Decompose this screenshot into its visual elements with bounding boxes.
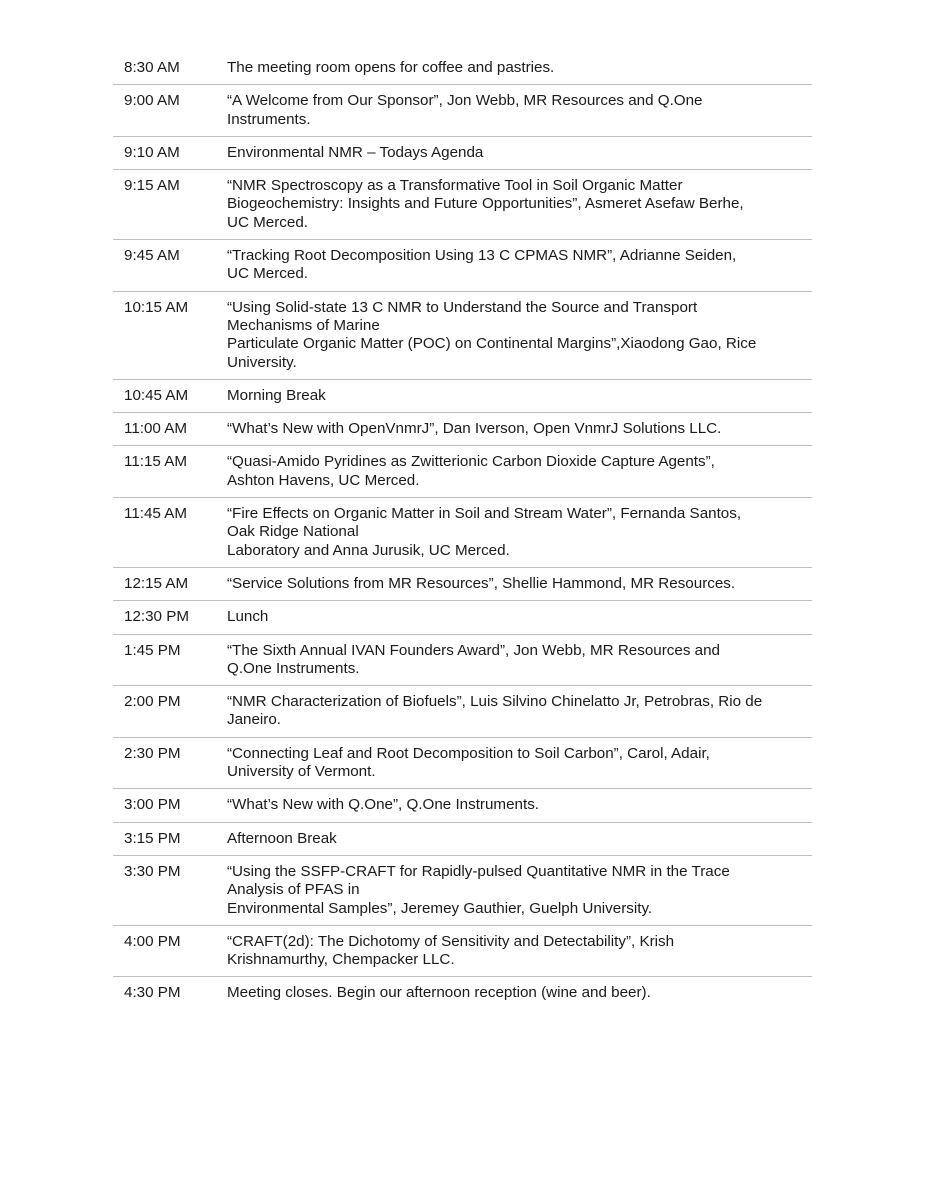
agenda-time: 9:15 AM xyxy=(124,177,180,195)
agenda-time: 10:15 AM xyxy=(124,298,189,316)
agenda-time: 11:45 AM xyxy=(124,505,188,523)
agenda-time: 3:00 PM xyxy=(124,796,181,814)
agenda-time: 4:00 PM xyxy=(124,932,181,950)
agenda-row xyxy=(113,498,812,568)
agenda-description: “NMR Spectroscopy as a Transformative Tool in Soil Organic Matter Biogeochemistry: Insights and Future Opportunities”, Asmeret Asefaw Berhe, UC Merced. xyxy=(227,177,744,231)
agenda-row xyxy=(113,380,812,413)
agenda-description: Morning Break xyxy=(227,386,326,404)
agenda-row xyxy=(113,446,812,498)
agenda-description: Environmental NMR – Todays Agenda xyxy=(227,143,484,161)
agenda-description: “Fire Effects on Organic Matter in Soil and Stream Water”, Fernanda Santos, Oak Ridge National Laboratory and Anna Jurusik, UC Merced. xyxy=(227,505,742,559)
agenda-row xyxy=(113,856,812,926)
agenda-row xyxy=(113,568,812,601)
agenda-time: 3:30 PM xyxy=(124,862,181,880)
agenda-row xyxy=(113,635,812,687)
agenda-row xyxy=(113,977,812,1009)
agenda-time: 3:15 PM xyxy=(124,829,181,847)
agenda-description: “Service Solutions from MR Resources”, Shellie Hammond, MR Resources. xyxy=(227,574,736,592)
agenda-row xyxy=(113,85,812,137)
agenda-row xyxy=(113,686,812,738)
agenda-row xyxy=(113,52,812,85)
agenda-row xyxy=(113,926,812,978)
agenda-time: 12:30 PM xyxy=(124,608,190,626)
agenda-time: 11:00 AM xyxy=(124,420,188,438)
agenda-description: Afternoon Break xyxy=(227,829,337,847)
agenda-description: “Using Solid-state 13 C NMR to Understand the Source and Transport Mechanisms of Marine Particulate Organic Matter (POC) on Continental Margins”,Xiaodong Gao, Rice University. xyxy=(227,298,757,371)
agenda-time: 9:10 AM xyxy=(124,143,180,161)
agenda-row xyxy=(113,292,812,380)
agenda-time: 9:00 AM xyxy=(124,92,180,110)
agenda-description: “Using the SSFP-CRAFT for Rapidly-pulsed Quantitative NMR in the Trace Analysis of PFAS in Environmental Samples”, Jeremey Gauthier, Guelph University. xyxy=(227,862,730,917)
agenda-row xyxy=(113,413,812,446)
agenda-description: “Tracking Root Decomposition Using 13 C CPMAS NMR”, Adrianne Seiden, UC Merced. xyxy=(227,247,737,283)
agenda-description: “Connecting Leaf and Root Decomposition to Soil Carbon”, Carol, Adair, University of Vermont. xyxy=(227,744,710,781)
agenda-description: “What’s New with OpenVnmrJ”, Dan Iverson, Open VnmrJ Solutions LLC. xyxy=(227,420,722,438)
agenda-time: 12:15 AM xyxy=(124,574,189,592)
agenda-table xyxy=(113,52,812,1010)
agenda-row xyxy=(113,738,812,790)
agenda-time: 11:15 AM xyxy=(124,453,188,471)
agenda-description: “NMR Characterization of Biofuels”, Luis Silvino Chinelatto Jr, Petrobras, Rio de Janeiro. xyxy=(227,693,763,729)
agenda-time: 1:45 PM xyxy=(124,641,181,659)
agenda-row xyxy=(113,601,812,634)
agenda-row xyxy=(113,137,812,170)
agenda-description: “What’s New with Q.One”, Q.One Instruments. xyxy=(227,796,540,814)
agenda-time: 10:45 AM xyxy=(124,386,189,404)
agenda-description: “Quasi-Amido Pyridines as Zwitterionic Carbon Dioxide Capture Agents”, Ashton Havens, UC Merced. xyxy=(227,453,715,489)
agenda-time: 9:45 AM xyxy=(124,247,180,265)
agenda-row xyxy=(113,170,812,240)
agenda-row xyxy=(113,789,812,822)
agenda-time: 8:30 AM xyxy=(124,59,180,76)
agenda-row xyxy=(113,240,812,292)
agenda-description: Meeting closes. Begin our afternoon reception (wine and beer). xyxy=(227,984,651,1002)
agenda-description: “A Welcome from Our Sponsor”, Jon Webb, MR Resources and Q.One Instruments. xyxy=(227,92,703,128)
agenda-row xyxy=(113,823,812,856)
agenda-time: 2:30 PM xyxy=(124,744,181,762)
agenda-description: Lunch xyxy=(227,608,269,626)
agenda-time: 2:00 PM xyxy=(124,693,181,711)
agenda-time: 4:30 PM xyxy=(124,984,181,1002)
agenda-description: The meeting room opens for coffee and pastries. xyxy=(227,59,555,76)
agenda-description: “The Sixth Annual IVAN Founders Award”, Jon Webb, MR Resources and Q.One Instruments. xyxy=(227,641,720,677)
agenda-description: “CRAFT(2d): The Dichotomy of Sensitivity and Detectability”, Krish Krishnamurthy, Chempacker LLC. xyxy=(227,932,675,969)
